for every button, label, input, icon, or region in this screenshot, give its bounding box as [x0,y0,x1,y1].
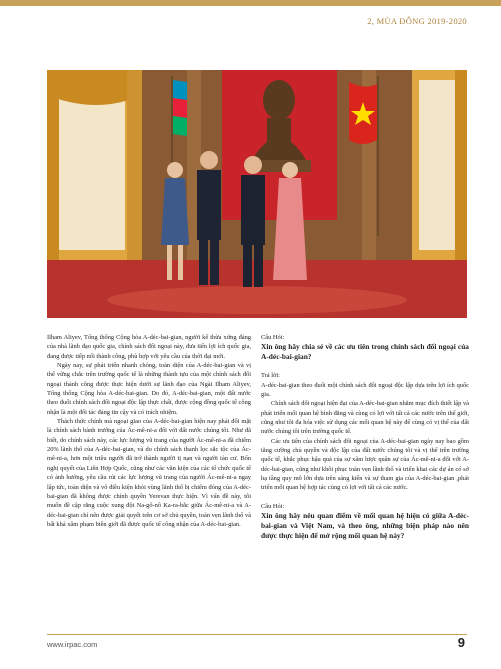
question-label: Câu Hỏi: [261,334,285,341]
paragraph: Thách thức chính mà ngoại giao của A-déc-bai-gian hiện nay phải đối mặt là chính sách bành trướng của Ác-mê-ni-a đối với đất nước chúng tôi. Như đã biết, do chính sách này, các lực lượng vũ trang của người Ác-mê-ni-a đã chiếm 20% lãnh thổ của A-déc-bai-gian, và do chính sách thanh lọc sắc tộc của Ác-mê-ni-a, hơn một triệu người đã trở thành người tị nạn và người tản cư. Bốn nghị quyết của Liên Hợp Quốc, cũng như các văn kiện của các tổ chức quốc tế có ảnh hưởng, yêu cầu rút các lực lượng vũ trang của người Ác-mê-ni-a ngay lập tức, toàn diện và vô điều kiện khỏi vùng lãnh thổ bị chiếm đóng của A-déc-bai-gian đã không được chính quyền Yerevan thực hiện. Vì vấn đề này, tôi muốn đề cập rằng cuộc xung đột Na-gô-nô Ka-ra-bắc giữa Ác-mê-ni-a và A-déc-bai-gian chỉ nên được giải quyết trên cơ sở chủ quyền, toàn vẹn lãnh thổ và bất khả xâm phạm biên giới đã được quốc tế công nhận của A-déc-bai-gian. [47,418,251,528]
answer-label: Trả lời: [261,372,280,380]
question-text: Xin ông hãy chia sẻ về các ưu tiên trong chính sách đối ngoại của A-déc-bai-gian? [261,342,469,362]
right-text-column [261,333,469,541]
footer-divider [47,634,467,635]
left-text-column [47,333,251,529]
page-number: 9 [457,635,465,650]
footer-url: www.irpac.com [47,640,98,649]
question-label: Câu Hỏi: [261,502,285,510]
top-accent-bar [0,0,501,6]
paragraph: A-déc-bai-gian theo đuổi một chính sách đối ngoại độc lập dựa trên lợi ích quốc gia. [261,381,469,399]
issue-header: 2, MÙA ĐÔNG 2019-2020 [367,16,467,26]
article-photo [47,70,467,318]
paragraph: Ilham Aliyev, Tổng thống Cộng hòa A-déc-bai-gian, người kế thừa xứng đáng của nhà lãnh đạo quốc gia, chính sách đối ngoại này, đưa tiến lợi ích quốc gia, đang được tiếp nối thành công, phù hợp với yêu cầu của thời đại mới. [47,334,251,360]
paragraph: Ngày nay, sự phát triển nhanh chóng, toàn diện của A-déc-bai-gian và vị thế vững chắc trên trường quốc tế là những thành tựu của một chính sách đối ngoại thành công được thực hiện dưới sự lãnh đạo của Ngài Ilham Aliyev, Tổng thống Cộng hòa A-déc-bai-gian. Do đó, A-déc-bai-gian, một đất nước theo đuổi chính sách đối ngoại độc lập thực chất, được cộng đồng quốc tế công nhận là một đối tác đáng tin cậy và có trách nhiệm. [47,362,251,416]
question-text: Xin ông hãy nêu quan điểm về mối quan hệ hiện có giữa A-déc-bai-gian và Việt Nam, và theo ông, những biện pháp nào nên được thực hiện để mở rộng mối quan hệ này? [261,511,469,541]
paragraph: Chính sách đối ngoại hiện đại của A-déc-bai-gian nhằm mục đích thiết lập và phát triển mối quan hệ bình đẳng và cùng có lợi với tất cả các nước trên thế giới, cũng như tôi đa hóa việc sử dụng các mối quan hệ này để cùng có vị thế của đất nước chúng tôi trên trường quốc tế. [261,400,469,436]
paragraph: Các ưu tiên của chính sách đối ngoại của A-déc-bai-gian ngày nay bao gồm tăng cường chủ quyền và độc lập của đất nước chúng tôi và vị thế trên trường quốc tế, khắc phục hậu quả của sự xâm lược quân sự của Ác-mê-ni-a đối với A-déc-bai-gian, cũng như khôi phục toàn vẹn lãnh thổ và triển khai các dự án có sở hạ tầng quy mô lớn dựa trên sáng kiến và sự tham gia của A-déc-bai-gian ,phát triển mối quan hệ hợp tác cùng có lợi với tất cả các nước. [261,437,469,492]
